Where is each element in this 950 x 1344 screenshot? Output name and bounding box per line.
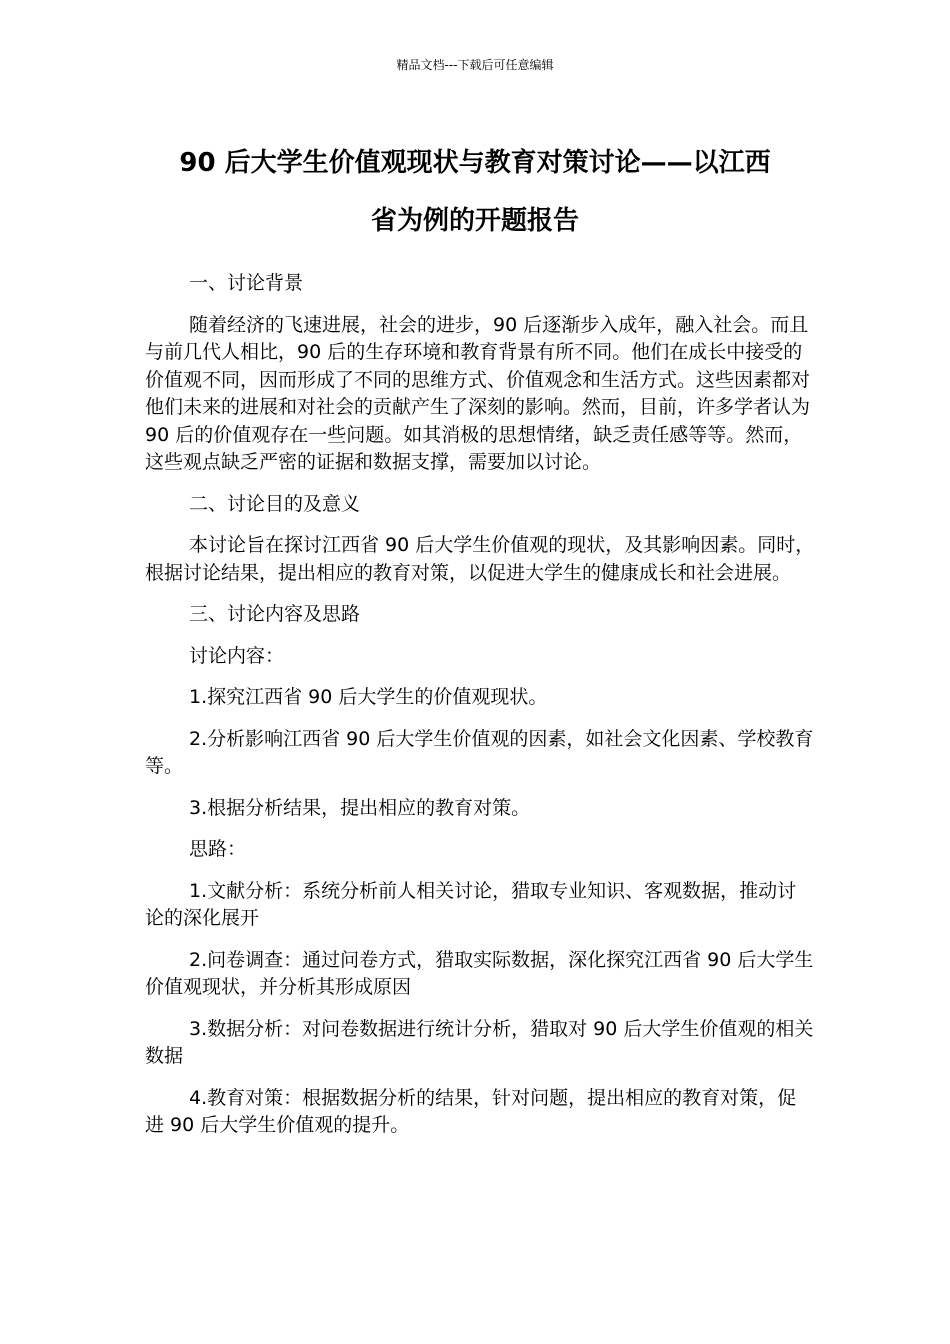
approach-item: 4.教育对策：根据数据分析的结果，针对问题，提出相应的教育对策，促进 90 后大学生价值观的提升。 [145, 1086, 797, 1136]
approach-item: 1.文献分析：系统分析前人相关讨论，猎取专业知识、客观数据，推动讨论的深化展开 [145, 879, 797, 929]
content-item: 3.根据分析结果，提出相应的教育对策。 [189, 796, 531, 819]
document-title [120, 134, 830, 250]
title-line-1: 90 后大学生价值观现状与教育对策讨论——以江西 [179, 148, 771, 178]
header-note: 精品文档---下载后可任意编辑 [396, 58, 554, 72]
title-line-2: 省为例的开题报告 [370, 206, 579, 236]
approach-item: 2.问卷调查：通过问卷方式，猎取实际数据，深化探究江西省 90 后大学生价值观现状，并分析其形成原因 [145, 948, 814, 998]
background-paragraph: 随着经济的飞速进展，社会的进步，90 后逐渐步入成年，融入社会。而且与前几代人相比，90 后的生存环境和教育背景有所不同。他们在成长中接受的价值观不同，因而形成了不同的思维方式、价值观念和生活方式。这些因素都对他们未来的进展和对社会的贡献产生了深刻的影响。然而，目前，许多学者认为 90 后的价值观存在一些问题。如其消极的思想情绪，缺乏责任感等等。然而，这些观点缺乏严密的证据和数据支撑，需要加以讨论。 [145, 313, 811, 473]
approach-item: 3.数据分析：对问卷数据进行统计分析，猎取对 90 后大学生价值观的相关数据 [145, 1017, 814, 1067]
section-heading-content: 三、讨论内容及思路 [189, 603, 361, 625]
content-item: 2.分析影响江西省 90 后大学生价值观的因素，如社会文化因素、学校教育等。 [145, 727, 814, 777]
section-heading-purpose: 二、讨论目的及意义 [189, 492, 361, 515]
document-body [145, 270, 815, 1154]
approach-label: 思路： [189, 838, 247, 860]
section-heading-background: 一、讨论背景 [189, 272, 304, 294]
content-item: 1.探究江西省 90 后大学生的价值观现状。 [189, 686, 548, 708]
purpose-paragraph: 本讨论旨在探讨江西省 90 后大学生价值观的现状，及其影响因素。同时，根据讨论结果，提出相应的教育对策，以促进大学生的健康成长和社会进展。 [145, 534, 815, 584]
content-label: 讨论内容： [189, 644, 285, 667]
